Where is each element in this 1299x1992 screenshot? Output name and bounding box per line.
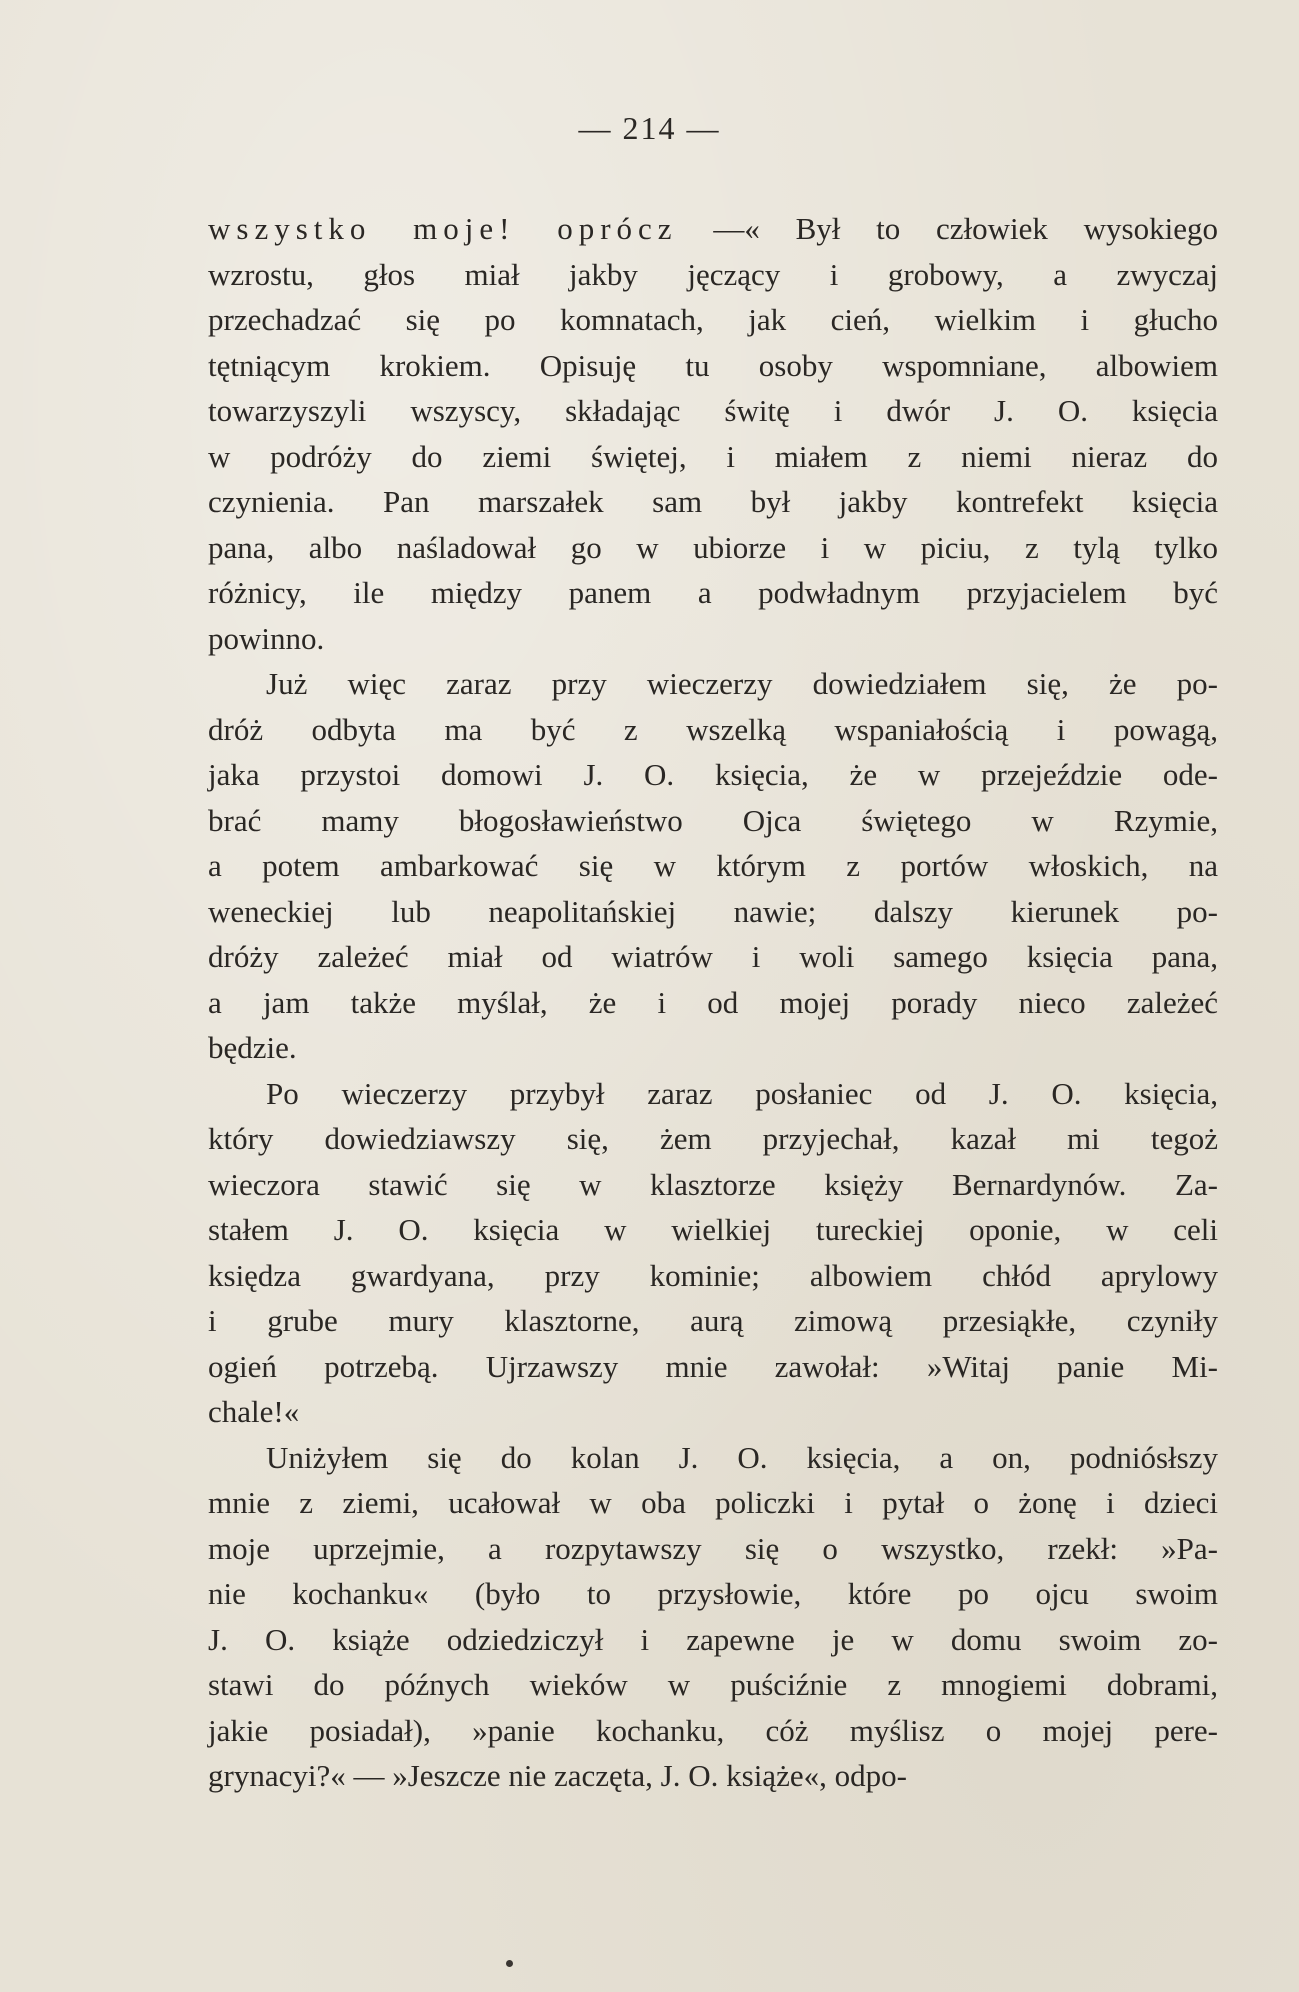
text-line: jaka przystoi domowi J. O. księcia, że w przejeździe ode-: [208, 757, 1218, 792]
paragraph: [208, 661, 1218, 1071]
text-line: pana, albo naśladował go w ubiorze i w piciu, z tylą tylko: [208, 529, 1218, 565]
text-line: Już więc zaraz przy wieczerzy dowiedziałem się, że po-: [266, 666, 1218, 701]
text-line: stawi do późnych wieków w puściźnie z mnogiemi dobrami,: [208, 1667, 1218, 1702]
text-line: różnicy, ile między panem a podwładnym przyjacielem być: [208, 575, 1218, 610]
text-line: czynienia. Pan marszałek sam był jakby kontrefekt księcia: [208, 484, 1218, 519]
text-line: mnie z ziemi, ucałował w oba policzki i pytał o żonę i dzieci: [208, 1485, 1218, 1520]
text-line: weneckiej lub neapolitańskiej nawie; dalszy kierunek po-: [208, 893, 1218, 929]
text-line: który dowiedziawszy się, żem przyjechał, kazał mi tegoż: [208, 1121, 1218, 1156]
text-line: tętniącym krokiem. Opisuję tu osoby wspomniane, albowiem: [208, 347, 1218, 383]
text-line: Po wieczerzy przybył zaraz posłaniec od J. O. księcia,: [266, 1075, 1218, 1111]
text-line: dróży zależeć miał od wiatrów i woli samego księcia pana,: [208, 939, 1218, 974]
text-line: w podróży do ziemi świętej, i miałem z niemi nieraz do: [208, 438, 1218, 474]
text-line: jakie posiadał), »panie kochanku, cóż myślisz o mojej pere-: [208, 1712, 1218, 1748]
text-line: powinno.: [208, 620, 325, 656]
text-line: wszystko moje! oprócz —« Był to człowiek wysokiego: [208, 211, 1218, 246]
text-line: a jam także myślał, że i od mojej porady nieco zależeć: [208, 984, 1218, 1020]
paragraph: [208, 1071, 1218, 1435]
text-line: przechadzać się po komnatach, jak cień, wielkim i głucho: [208, 302, 1218, 337]
text-line: będzie.: [208, 1030, 297, 1065]
text-line: dróż odbyta ma być z wszelką wspaniałością i powagą,: [208, 711, 1218, 747]
text-line: chale!«: [208, 1394, 300, 1429]
text-line: nie kochanku« (było to przysłowie, które po ojcu swoim: [208, 1576, 1218, 1611]
text-line: wieczora stawić się w klasztorze księży Bernardynów. Za-: [208, 1166, 1218, 1202]
text-line: ogień potrzebą. Ujrzawszy mnie zawołał: »Witaj panie Mi-: [208, 1348, 1218, 1384]
text-line: moje uprzejmie, a rozpytawszy się o wszystko, rzekł: »Pa-: [208, 1530, 1218, 1566]
text-line: brać mamy błogosławieństwo Ojca świętego w Rzymie,: [208, 802, 1218, 838]
text-line: księdza gwardyana, przy kominie; albowiem chłód aprylowy: [208, 1257, 1218, 1293]
ink-speck: [506, 1960, 513, 1967]
text-line: J. O. książe odziedziczył i zapewne je w domu swoim zo-: [208, 1621, 1218, 1657]
paragraph: [208, 206, 1218, 661]
text-line: Uniżyłem się do kolan J. O. księcia, a on, podniósłszy: [266, 1439, 1218, 1475]
page-number: — 214 —: [578, 110, 721, 146]
text-line: i grube mury klasztorne, aurą zimową przesiąkłe, czyniły: [208, 1303, 1218, 1338]
spaced-emphasis: wszystko moje! oprócz: [208, 211, 678, 246]
text-line: stałem J. O. księcia w wielkiej tureckiej oponie, w celi: [208, 1212, 1218, 1247]
body-text: [208, 206, 1218, 1799]
text-line: towarzyszyli wszyscy, składając świtę i dwór J. O. księcia: [208, 393, 1218, 428]
paragraph: [208, 1435, 1218, 1799]
text-line: wzrostu, głos miał jakby jęczący i grobowy, a zwyczaj: [208, 256, 1218, 292]
text-line: grynacyi?« — »Jeszcze nie zaczęta, J. O. książe«, odpo-: [208, 1758, 907, 1793]
text-line: a potem ambarkować się w którym z portów włoskich, na: [208, 848, 1218, 883]
